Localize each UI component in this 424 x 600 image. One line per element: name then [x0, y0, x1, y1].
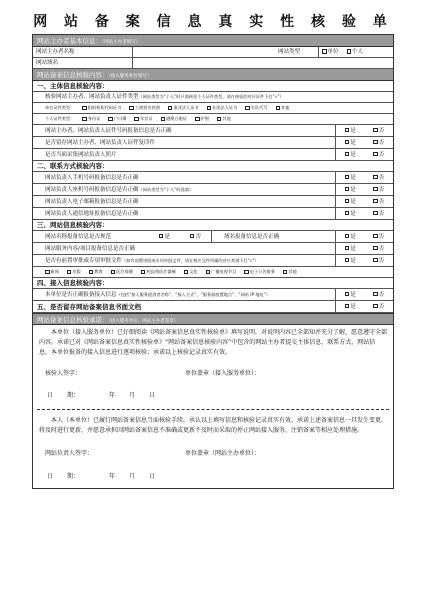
site-type-options	[319, 47, 393, 57]
yes-label: 是	[350, 127, 356, 134]
yes-label: 是	[350, 291, 356, 298]
checkbox-icon[interactable]	[345, 234, 350, 239]
yes-option[interactable]	[345, 126, 356, 136]
checkbox-icon[interactable]	[345, 246, 350, 251]
checkbox-icon[interactable]	[217, 117, 222, 122]
checkbox-icon[interactable]	[373, 211, 378, 216]
checkbox-icon[interactable]	[244, 270, 249, 275]
checkbox-icon[interactable]	[245, 106, 250, 111]
checkbox-icon[interactable]	[373, 175, 378, 180]
approval-option[interactable]	[45, 267, 59, 277]
yes-no-group	[335, 255, 393, 266]
checkbox-icon[interactable]	[345, 292, 350, 297]
date-label-day1: 日	[47, 391, 54, 399]
yes-no-group	[335, 172, 393, 183]
yes-option[interactable]	[345, 185, 356, 195]
no-option[interactable]	[373, 209, 384, 219]
yes-option[interactable]	[345, 138, 356, 148]
checkbox-icon[interactable]	[67, 270, 72, 275]
no-label: 否	[378, 174, 385, 181]
person-cert-option[interactable]	[217, 114, 231, 124]
site-owner-sign-label: 网站负责人签字：	[45, 449, 94, 457]
cert-question-text: 核验网站主办者、网站负责人证件类型	[45, 94, 139, 100]
question-row	[33, 172, 393, 184]
no-label: 否	[378, 198, 385, 205]
host-seal-label: 单位盖章（网站主办单位）：	[185, 449, 261, 457]
approval-option-label: 新闻	[50, 269, 59, 274]
checkbox-icon[interactable]	[184, 270, 189, 275]
section-4-title: 四、接入信息核验内容：	[33, 278, 393, 289]
checkbox-icon[interactable]	[134, 117, 139, 122]
question-text: 是否留存网站主办者、网站负责人证件复印件	[45, 139, 156, 146]
approval-option[interactable]	[184, 267, 198, 277]
checkbox-icon[interactable]	[373, 304, 378, 309]
yes-no-group	[335, 184, 393, 195]
checkbox-icon[interactable]	[283, 270, 288, 275]
site-type-unit-label: 单位	[327, 49, 339, 55]
checkbox-icon[interactable]	[373, 152, 378, 157]
approval-option-label: 医疗保健	[116, 269, 133, 274]
no-label: 否	[378, 291, 385, 298]
checkbox-icon[interactable]	[373, 258, 378, 263]
yes-option[interactable]	[345, 256, 356, 266]
yes-option[interactable]	[345, 232, 356, 242]
no-option[interactable]	[190, 232, 201, 242]
yes-no-group	[335, 243, 393, 254]
yes-label: 是	[350, 245, 356, 252]
checkbox-icon[interactable]	[159, 234, 164, 239]
approval-option-label: 广播电视节目	[211, 269, 237, 274]
checkbox-icon[interactable]	[373, 292, 378, 297]
question-row	[33, 184, 393, 196]
yes-option[interactable]	[345, 197, 356, 207]
unit-cert-option-label: 军队代号	[250, 105, 268, 110]
access-date-row	[33, 382, 393, 406]
host-commitment-text: 本人（本单位）已履行网站备案信息当面核验手续，承认以上填写信息和核验记录真实有效，承诺上述备案信息一旦发生变更，将及时进行更新，并愿意承担因网站备案信息不准确或更新不及时而采取的停止网站接入服务、注销备案等相应处理措施。	[39, 417, 388, 434]
checkbox-icon[interactable]	[345, 128, 350, 133]
unit-cert-option-label: 工商营业执照	[134, 105, 160, 110]
question-text: 域名报备信息是否正确	[211, 231, 335, 242]
checkbox-icon[interactable]	[373, 246, 378, 251]
unit-cert-options	[33, 103, 289, 113]
yes-option[interactable]	[345, 173, 356, 183]
access-seal-label: 单位盖章（接入服务单位）：	[185, 369, 261, 377]
yes-label: 是	[350, 257, 356, 264]
yes-no-group	[335, 137, 393, 148]
yes-option[interactable]	[345, 244, 356, 254]
question-note: （网站类型为“个人”时选填）	[138, 186, 194, 192]
checkbox-icon[interactable]	[345, 258, 350, 263]
checkbox-icon[interactable]	[161, 117, 166, 122]
no-label: 否	[195, 233, 201, 240]
person-cert-option-label: 身份证	[87, 116, 101, 121]
checkbox-icon[interactable]	[168, 106, 173, 111]
unit-cert-option-label: 组织机构代码证书	[87, 105, 122, 110]
person-cert-option-label: 港澳台胞证	[166, 116, 188, 121]
date-label-day: 日	[149, 472, 156, 480]
yes-label: 是	[350, 186, 356, 193]
unit-cert-row	[33, 103, 393, 114]
host-basic-note: （网站主办者填写）	[102, 40, 141, 45]
no-label: 否	[378, 151, 385, 158]
no-option[interactable]	[373, 150, 384, 160]
yes-label: 是	[350, 151, 356, 158]
cert-question-note: （网站类型为“个人”时只需核验个人证件类型，请在核验的对应证件下打“√”）	[138, 94, 284, 99]
approval-option[interactable]	[111, 267, 133, 277]
question-text: 网站主办者、网站负责人证件号码报备信息是否正确	[45, 127, 172, 134]
page-title: 网 站 备 案 信 息 真 实 性 核 验 单	[33, 14, 393, 30]
yes-option[interactable]	[345, 290, 356, 300]
question-note: （如有前置审批或专项审批文件，请在相应文件所属的对应类别下打“√”）	[122, 257, 259, 263]
yes-no-group	[335, 301, 393, 312]
host-basic-header	[33, 35, 393, 47]
person-cert-option[interactable]	[195, 114, 209, 124]
approval-option-label: 教育	[94, 269, 103, 274]
question-text: 是否当面采集网站负责人照片	[45, 151, 117, 158]
section-2-title: 二、联系方式核验内容：	[33, 161, 393, 172]
checkbox-icon[interactable]	[82, 106, 87, 111]
checkbox-icon[interactable]	[345, 211, 350, 216]
no-label: 否	[378, 303, 385, 310]
unit-cert-option[interactable]	[129, 103, 160, 113]
domain-label: 网站域名	[33, 58, 133, 68]
question	[33, 290, 335, 300]
checkbox-icon[interactable]	[82, 117, 87, 122]
commit-header	[33, 313, 393, 325]
approval-option-label: 电子公告服务	[249, 269, 275, 274]
checkbox-icon[interactable]	[206, 270, 211, 275]
cert-question	[33, 92, 393, 102]
checkbox-icon[interactable]	[345, 140, 350, 145]
yes-no-group	[335, 289, 393, 300]
checkbox-icon[interactable]	[373, 187, 378, 192]
domain-row	[33, 58, 393, 69]
approval-option[interactable]	[67, 267, 81, 277]
yes-label: 是	[350, 233, 356, 240]
date-label-year: 年	[109, 391, 116, 399]
section-5-title: 五、是否留存网站备案信息书面文档	[37, 302, 141, 311]
no-label: 否	[378, 233, 385, 240]
checkbox-icon[interactable]	[345, 304, 350, 309]
no-option[interactable]	[373, 256, 384, 266]
approval-option[interactable]	[141, 267, 176, 277]
question-text: 网站服务内容/项目报备信息是否正确	[45, 245, 135, 252]
date-label-month: 月	[129, 391, 136, 399]
verifier-sign-label: 核验人签字：	[45, 369, 82, 377]
approval-option[interactable]	[89, 267, 103, 277]
checkbox-icon[interactable]	[45, 270, 50, 275]
no-option[interactable]	[373, 244, 384, 254]
no-option[interactable]	[373, 232, 384, 242]
no-option[interactable]	[373, 185, 384, 195]
yes-no-group	[335, 208, 393, 219]
checkbox-icon[interactable]	[373, 140, 378, 145]
person-cert-option-label: 户口簿	[113, 116, 127, 121]
person-cert-option[interactable]	[82, 114, 100, 124]
checkbox-icon[interactable]	[322, 49, 327, 54]
no-option[interactable]	[373, 126, 384, 136]
question-row	[33, 243, 393, 255]
question-row	[33, 125, 393, 137]
approval-option-label: 药品和医疗器械	[146, 269, 176, 274]
host-signature-row	[33, 442, 393, 462]
no-label: 否	[378, 257, 385, 264]
person-cert-option-label: 军官证	[139, 116, 153, 121]
question-row	[33, 255, 393, 267]
host-name-label: 网站主办者名称	[33, 47, 133, 57]
checkbox-icon[interactable]	[129, 106, 134, 111]
commit-title: 网站备案信息核验承诺：	[37, 316, 109, 324]
question-text: 网站名称报备信息是否规范	[45, 233, 112, 240]
person-cert-options	[33, 114, 231, 124]
host-basic-title: 网站主办者基本信息：	[37, 37, 102, 45]
yes-label: 是	[350, 174, 356, 181]
checkbox-icon[interactable]	[373, 199, 378, 204]
host-name-row	[33, 47, 393, 58]
yes-option[interactable]	[159, 232, 170, 242]
checkbox-icon[interactable]	[276, 106, 281, 111]
checkbox-icon[interactable]	[373, 234, 378, 239]
checkbox-icon[interactable]	[207, 106, 212, 111]
dashed-divider	[37, 409, 389, 410]
no-option[interactable]	[373, 138, 384, 148]
section-1-title: 一、主体信息核验内容：	[33, 81, 393, 92]
no-option[interactable]	[373, 197, 384, 207]
person-cert-option[interactable]	[161, 114, 187, 124]
date-label-day1: 日	[47, 472, 54, 480]
checkbox-icon[interactable]	[190, 234, 195, 239]
approval-option[interactable]	[283, 267, 297, 277]
yes-no-group	[149, 232, 211, 242]
yes-no-group	[335, 149, 393, 160]
question	[33, 185, 335, 195]
unit-cert-option[interactable]	[207, 103, 238, 113]
person-cert-label: 个人证件类型：	[45, 116, 75, 121]
unit-cert-option-label: 社团法人证书	[212, 105, 238, 110]
yes-no-group	[335, 196, 393, 207]
yes-option[interactable]	[345, 302, 356, 312]
date-label-day: 日	[149, 391, 156, 399]
yes-option[interactable]	[345, 150, 356, 160]
checkbox-icon[interactable]	[345, 152, 350, 157]
date-label-month: 月	[129, 472, 136, 480]
approval-options-row	[33, 267, 393, 278]
approval-option-label: 出版	[72, 269, 81, 274]
unit-cert-option-label: 事业法人证书	[173, 105, 199, 110]
date-label-period: 期：	[67, 391, 80, 399]
yes-label: 是	[350, 210, 356, 217]
checkbox-icon[interactable]	[89, 270, 94, 275]
question-text: 网站负责人通信地址报备信息是否正确	[45, 210, 139, 217]
person-cert-row	[33, 114, 393, 125]
question-text: 网站负责人电子邮箱报备信息是否正确	[45, 198, 139, 205]
no-option[interactable]	[373, 290, 384, 300]
checkbox-icon[interactable]	[345, 199, 350, 204]
approval-options	[33, 267, 297, 277]
verification-form	[32, 34, 394, 489]
question	[33, 256, 335, 266]
section-5-row	[33, 301, 393, 313]
access-commitment-text: 本单位（接入服务单位）已仔细阅读《网站备案信息真实性核验单》填写说明，对说明内容已全部知并充分了解，愿意遵守全部内容。承诺已对《网站备案信息真实性核验单》“网站备案信息核验内容”中包含的网站主办者提交主体信息、联系方式、网站信息。本单位报备的接入信息进行逐项核验；承诺以上核验记录真实有效。	[39, 329, 388, 356]
section-3-title: 三、网站信息核验内容：	[33, 220, 393, 231]
yes-label: 是	[350, 198, 356, 205]
yes-label: 是	[350, 303, 356, 310]
yes-label: 是	[164, 233, 170, 240]
question-row	[33, 208, 393, 220]
no-label: 否	[378, 245, 385, 252]
yes-label: 是	[350, 139, 356, 146]
date-label-period: 期：	[67, 472, 80, 480]
approval-option-label: 其他	[288, 269, 297, 274]
question-row	[33, 196, 393, 208]
checkbox-icon[interactable]	[141, 270, 146, 275]
access-signature-row	[33, 362, 393, 382]
person-cert-option[interactable]	[134, 114, 152, 124]
site-type-person-label: 个人	[352, 49, 364, 55]
site-type-label: 网站类型	[275, 47, 319, 57]
person-cert-option-label: 护照	[200, 116, 209, 121]
no-label: 否	[378, 127, 385, 134]
date-label-year: 年	[109, 472, 116, 480]
unit-cert-option[interactable]	[82, 103, 121, 113]
question-text: 网站负责人手机号码报备信息是否正确	[45, 174, 139, 181]
verify-header	[33, 69, 393, 81]
checkbox-icon[interactable]	[195, 117, 200, 122]
no-label: 否	[378, 210, 385, 217]
commit-note: （接入服务单位、网站主办者签章）	[108, 319, 179, 324]
question-row	[33, 149, 393, 161]
verify-note: （接入服务单位填写）	[108, 74, 152, 79]
verify-title: 网站备案信息核验内容：	[37, 71, 109, 79]
name-domain-row	[33, 231, 393, 243]
approval-option[interactable]	[244, 267, 275, 277]
question-text: 网站负责人座机号码报备信息是否正确	[45, 186, 139, 193]
question-text: 是否有前置审批或专项审批文件	[45, 257, 123, 264]
yes-no-group	[335, 231, 393, 242]
checkbox-icon[interactable]	[373, 128, 378, 133]
no-label: 否	[378, 186, 385, 193]
unit-cert-option[interactable]	[168, 103, 199, 113]
site-type-person[interactable]	[347, 47, 364, 57]
checkbox-icon[interactable]	[345, 175, 350, 180]
checkbox-icon[interactable]	[111, 270, 116, 275]
unit-cert-option[interactable]	[245, 103, 267, 113]
person-cert-option-label: 其他	[222, 116, 231, 121]
unit-cert-option[interactable]	[276, 103, 290, 113]
yes-option[interactable]	[345, 209, 356, 219]
no-option[interactable]	[373, 302, 384, 312]
approval-option-label: 文化	[189, 269, 198, 274]
question-note: （包括“接入服务提供者名称”、“接入方式”、“服务器放置地点”、“网站 IP 地址”）	[116, 291, 271, 297]
yes-no-group	[335, 125, 393, 136]
checkbox-icon[interactable]	[347, 49, 352, 54]
person-cert-option[interactable]	[108, 114, 126, 124]
question-row	[33, 289, 393, 301]
checkbox-icon[interactable]	[108, 117, 113, 122]
site-type-unit[interactable]	[322, 47, 339, 57]
approval-option[interactable]	[206, 267, 237, 277]
question-text: 本单位是否正确报备接入信息	[45, 291, 117, 298]
cert-question-row	[33, 92, 393, 103]
question-row	[33, 137, 393, 149]
no-label: 否	[378, 139, 385, 146]
checkbox-icon[interactable]	[345, 187, 350, 192]
unit-cert-option-label: 其他	[281, 105, 290, 110]
no-option[interactable]	[373, 173, 384, 183]
commit-block	[33, 325, 393, 488]
host-date-row	[33, 462, 393, 488]
unit-cert-label: 单位证件类型：	[45, 105, 75, 110]
